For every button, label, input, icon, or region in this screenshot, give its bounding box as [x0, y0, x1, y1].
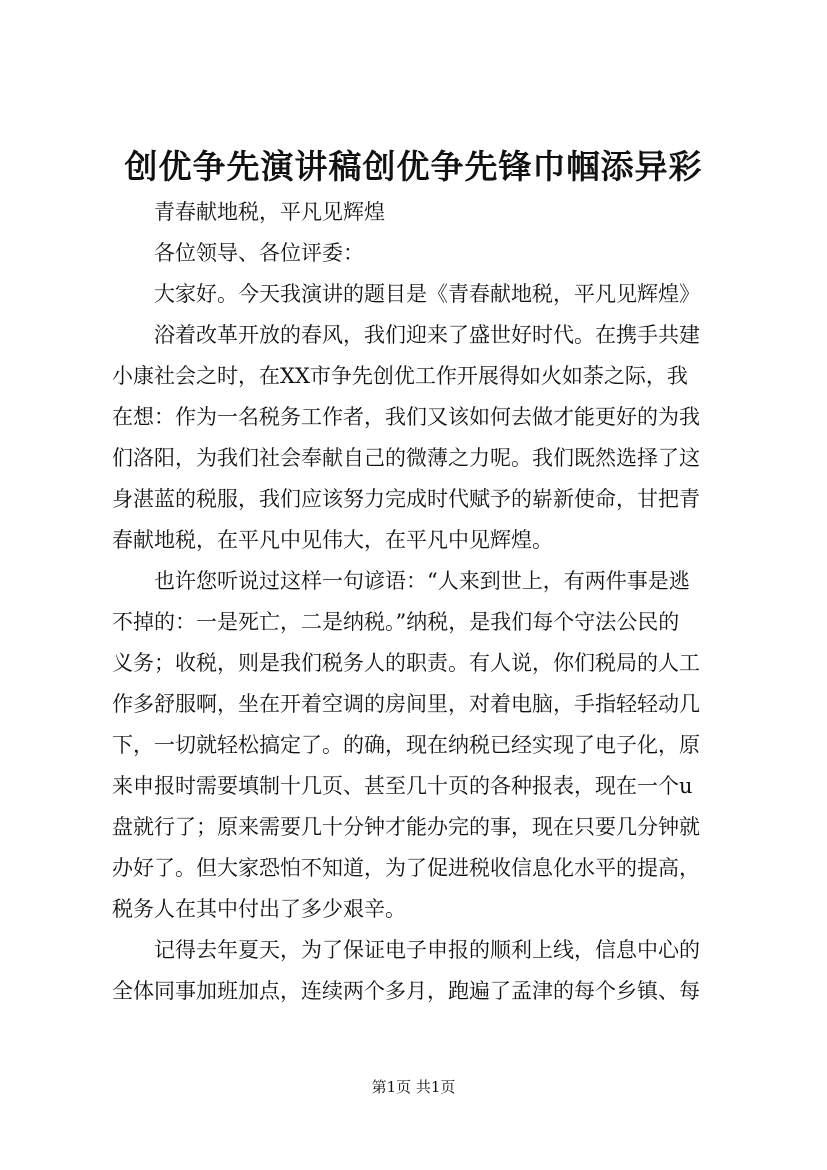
paragraph-3	[112, 930, 724, 1012]
paragraph-line: 作多舒服啊，坐在开着空调的房间里，对着电脑，手指轻轻动几	[112, 692, 700, 716]
paragraph-line: 办好了。但大家恐怕不知道，为了促进税收信息化水平的提高，	[112, 856, 700, 880]
paragraph-line: 记得去年夏天，为了保证电子申报的顺利上线，信息中心的	[154, 938, 700, 962]
paragraph-line: 税务人在其中付出了多少艰辛。	[112, 897, 406, 921]
paragraph-line: 小康社会之时，在XX市争先创优工作开展得如火如荼之际，我	[112, 364, 688, 388]
paragraph-1	[112, 315, 724, 561]
salutation: 各位领导、各位评委：	[154, 241, 364, 265]
paragraph-line: 们洛阳，为我们社会奉献自己的微薄之力呢。我们既然选择了这	[112, 446, 700, 470]
document-body	[112, 192, 724, 1012]
paragraph-line: 来申报时需要填制十几页、甚至几十页的各种报表，现在一个u	[112, 774, 693, 798]
paragraph-line: 浴着改革开放的春风，我们迎来了盛世好时代。在携手共建	[154, 323, 700, 347]
paragraph-line: 全体同事加班加点，连续两个多月，跑遍了孟津的每个乡镇、每	[112, 979, 700, 1003]
paragraph-line: 盘就行了；原来需要几十分钟才能办完的事，现在只要几分钟就	[112, 815, 700, 839]
paragraph-line: 在想：作为一名税务工作者，我们又该如何去做才能更好的为我	[112, 405, 700, 429]
page-footer: 第1页 共1页	[371, 1078, 456, 1096]
paragraph-line: 下，一切就轻松搞定了。的确，现在纳税已经实现了电子化，原	[112, 733, 700, 757]
subtitle: 青春献地税，平凡见辉煌	[154, 200, 385, 224]
document-title: 创优争先演讲稿创优争先锋巾帼添异彩	[124, 147, 703, 186]
paragraph-line: 身湛蓝的税服，我们应该努力完成时代赋予的崭新使命，甘把青	[112, 487, 700, 511]
greeting: 大家好。今天我演讲的题目是《青春献地税，平凡见辉煌》	[154, 282, 700, 306]
paragraph-2	[112, 561, 724, 930]
paragraph-line: 春献地税，在平凡中见伟大，在平凡中见辉煌。	[112, 528, 553, 552]
paragraph-line: 也许您听说过这样一句谚语：“人来到世上，有两件事是逃	[154, 569, 690, 593]
paragraph-line: 不掉的：一是死亡，二是纳税。”纳税，是我们每个守法公民的	[112, 610, 680, 634]
paragraph-line: 义务；收税，则是我们税务人的职责。有人说，你们税局的人工	[112, 651, 700, 675]
